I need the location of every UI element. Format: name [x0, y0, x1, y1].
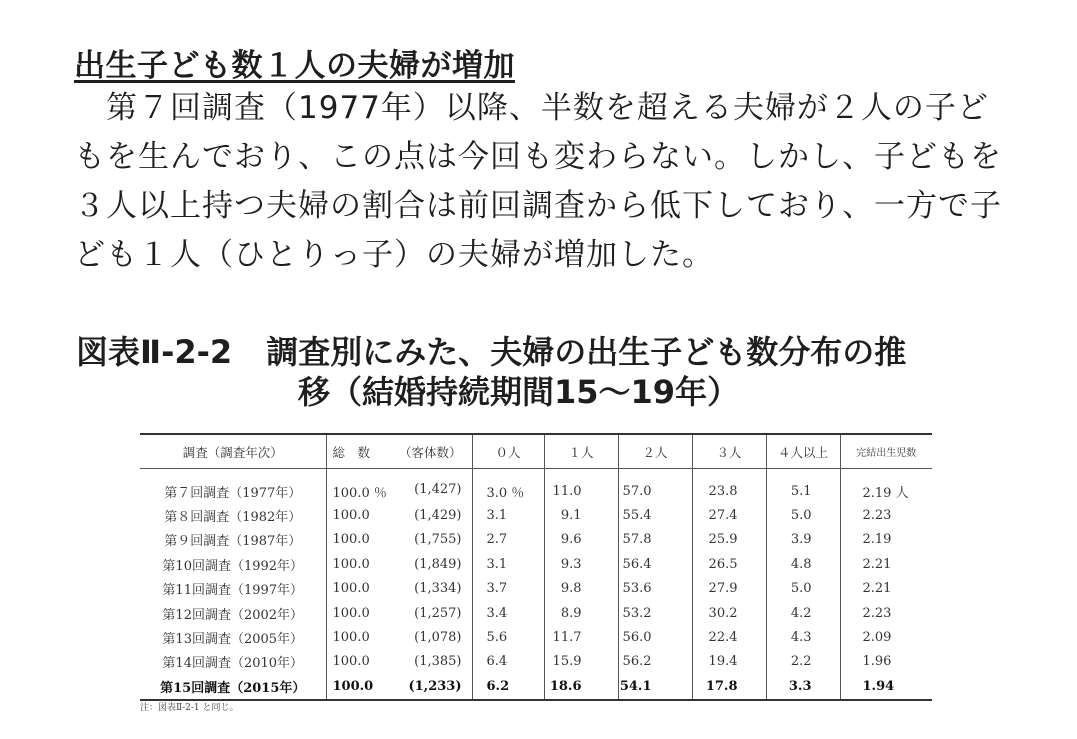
- cell-4plus-children: 5.0: [766, 503, 840, 527]
- cell-3-children: 26.5: [692, 552, 766, 576]
- table-row: [140, 469, 932, 504]
- table-body: [140, 469, 932, 700]
- cell-0-children: 6.4: [472, 650, 544, 674]
- cell-3-children: 17.8: [692, 674, 766, 699]
- table-row: [140, 577, 932, 601]
- cell-subjects-value: (1,078): [414, 630, 462, 646]
- cell-4plus-children: 3.9: [766, 528, 840, 552]
- figure-title-line2: 移（結婚持続期間15〜19年）: [298, 373, 740, 411]
- cell-total-value: 100.0: [332, 630, 370, 646]
- cell-3-children: 22.4: [692, 625, 766, 649]
- cell-subjects-value: (1,334): [414, 581, 462, 597]
- header-completed-fertility: 完結出生児数: [840, 434, 932, 469]
- cell-subjects-value: (1,233): [408, 678, 462, 694]
- header-4plus-children: ４人以上: [766, 434, 840, 469]
- figure-label: 図表Ⅱ-2-2: [76, 333, 233, 371]
- cell-total-value: 100.0: [332, 508, 370, 524]
- cell-3-children: 19.4: [692, 650, 766, 674]
- cell-subjects-value: (1,429): [414, 508, 462, 524]
- cell-survey: 第８回調査（1982年）: [164, 510, 302, 526]
- cell-0-children: 3.7: [472, 577, 544, 601]
- figure-title: [76, 332, 1016, 412]
- cell-completed-fertility: 2.19: [840, 528, 932, 552]
- cell-completed-fertility: 2.21: [840, 552, 932, 576]
- cell-4plus-children: 4.8: [766, 552, 840, 576]
- cell-survey: 第10回調査（1992年）: [162, 558, 304, 574]
- header-2-children: ２人: [618, 434, 692, 469]
- cell-total-value: 100.0: [332, 678, 374, 694]
- cell-0-children: 3.1: [472, 552, 544, 576]
- header-1-child: １人: [544, 434, 618, 469]
- cell-completed-fertility: 2.09: [840, 625, 932, 649]
- cell-total-value: 100.0: [332, 654, 370, 670]
- cell-3-children: 23.8: [692, 469, 766, 504]
- table-row: [140, 650, 932, 674]
- cell-2-children: 53.6: [618, 577, 692, 601]
- cell-total: [326, 650, 472, 674]
- header-subjects-label: （客体数）: [398, 444, 462, 460]
- cell-1-child: 18.6: [544, 674, 618, 699]
- cell-subjects-value: (1,257): [414, 605, 462, 621]
- cell-subjects-value: (1,849): [414, 556, 462, 572]
- table-row: [140, 625, 932, 649]
- cell-total-value: 100.0 ％: [332, 485, 387, 501]
- cell-survey: 第12回調査（2002年）: [162, 607, 304, 623]
- cell-3-children: 27.9: [692, 577, 766, 601]
- cell-completed-fertility: 2.21: [840, 577, 932, 601]
- cell-total-value: 100.0: [332, 605, 370, 621]
- header-total: [326, 434, 472, 469]
- cell-survey: 第13回調査（2005年）: [162, 632, 304, 648]
- cell-2-children: 56.4: [618, 552, 692, 576]
- table-row: [140, 552, 932, 576]
- table-note: 注：図表Ⅱ-2-1 と同じ。: [140, 703, 239, 713]
- section-heading: 出生子ども数１人の夫婦が増加: [74, 48, 515, 84]
- cell-completed-fertility: 2.23: [840, 503, 932, 527]
- cell-0-children: 5.6: [472, 625, 544, 649]
- cell-1-child: 9.6: [544, 528, 618, 552]
- cell-4plus-children: 4.2: [766, 601, 840, 625]
- cell-2-children: 57.8: [618, 528, 692, 552]
- table-row: [140, 528, 932, 552]
- cell-subjects-value: (1,385): [414, 654, 462, 670]
- cell-survey: 第15回調査（2015年）: [160, 680, 306, 696]
- cell-1-child: 8.9: [544, 601, 618, 625]
- cell-total: [326, 601, 472, 625]
- cell-4plus-children: 5.0: [766, 577, 840, 601]
- cell-0-children: 6.2: [472, 674, 544, 699]
- table-header-row: [140, 434, 932, 469]
- cell-survey: 第11回調査（1997年）: [162, 583, 304, 599]
- body-paragraph: 第７回調査（1977年）以降、半数を超える夫婦が２人の子どもを生んでおり、この点は今回も変わらない。しかし、子どもを３人以上持つ夫婦の割合は前回調査から低下しており、一方で子ども１人（ひとりっ子）の夫婦が増加した。: [74, 90, 1002, 273]
- header-total-label: 総 数: [332, 444, 371, 460]
- cell-total-value: 100.0: [332, 556, 370, 572]
- cell-4plus-children: 3.3: [766, 674, 840, 699]
- cell-2-children: 55.4: [618, 503, 692, 527]
- table-row: [140, 601, 932, 625]
- cell-4plus-children: 4.3: [766, 625, 840, 649]
- cell-4plus-children: 2.2: [766, 650, 840, 674]
- cell-3-children: 27.4: [692, 503, 766, 527]
- header-0-children: ０人: [472, 434, 544, 469]
- cell-subjects-value: (1,427): [414, 481, 462, 497]
- cell-total: [326, 674, 472, 699]
- cell-completed-fertility: 2.19 人: [840, 469, 932, 504]
- cell-0-children: 3.0 ％: [472, 469, 544, 504]
- cell-0-children: 2.7: [472, 528, 544, 552]
- cell-total: [326, 625, 472, 649]
- statistics-table: [140, 433, 932, 701]
- cell-completed-fertility: 1.94: [840, 674, 932, 699]
- cell-1-child: 11.0: [544, 469, 618, 504]
- cell-2-children: 56.0: [618, 625, 692, 649]
- cell-1-child: 9.8: [544, 577, 618, 601]
- cell-completed-fertility: 1.96: [840, 650, 932, 674]
- cell-3-children: 30.2: [692, 601, 766, 625]
- cell-2-children: 56.2: [618, 650, 692, 674]
- cell-1-child: 15.9: [544, 650, 618, 674]
- cell-subjects-value: (1,755): [414, 532, 462, 548]
- cell-total: [326, 469, 472, 504]
- cell-survey: 第７回調査（1977年）: [164, 485, 302, 501]
- header-3-children: ３人: [692, 434, 766, 469]
- cell-3-children: 25.9: [692, 528, 766, 552]
- cell-total: [326, 528, 472, 552]
- table-row: [140, 503, 932, 527]
- cell-completed-fertility: 2.23: [840, 601, 932, 625]
- cell-total-value: 100.0: [332, 532, 370, 548]
- cell-2-children: 54.1: [618, 674, 692, 699]
- cell-1-child: 11.7: [544, 625, 618, 649]
- cell-survey: 第14回調査（2010年）: [162, 656, 304, 672]
- cell-survey: 第９回調査（1987年）: [164, 534, 302, 550]
- cell-total: [326, 552, 472, 576]
- table-row: [140, 674, 932, 699]
- cell-total: [326, 577, 472, 601]
- cell-0-children: 3.4: [472, 601, 544, 625]
- cell-2-children: 57.0: [618, 469, 692, 504]
- cell-total: [326, 503, 472, 527]
- cell-4plus-children: 5.1: [766, 469, 840, 504]
- header-survey: 調査（調査年次）: [182, 444, 283, 460]
- figure-title-line1: 調査別にみた、夫婦の出生子ども数分布の推: [266, 333, 907, 371]
- cell-1-child: 9.3: [544, 552, 618, 576]
- cell-0-children: 3.1: [472, 503, 544, 527]
- cell-2-children: 53.2: [618, 601, 692, 625]
- cell-1-child: 9.1: [544, 503, 618, 527]
- cell-total-value: 100.0: [332, 581, 370, 597]
